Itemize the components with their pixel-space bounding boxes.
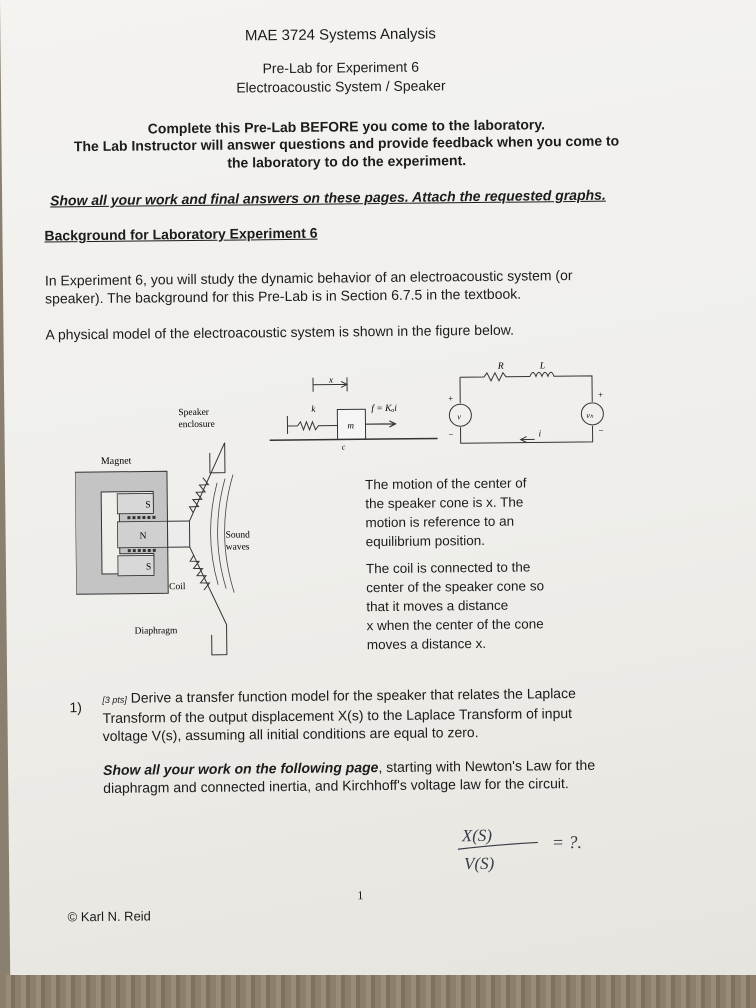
mechanical-model <box>269 370 440 452</box>
motion-line-4: equilibrium position. <box>365 532 486 550</box>
intro-line-2: speaker). The background for this Pre-Lab is in Section 6.7.5 in the textbook. <box>45 285 522 307</box>
force-arrow <box>365 421 395 427</box>
show-work-rest-2: diaphragm and connected inertia, and Kirchhoff's voltage law for the circuit. <box>103 775 569 796</box>
instruction-line-3: the laboratory to do the experiment. <box>227 152 467 171</box>
background-heading: Background for Laboratory Experiment 6 <box>44 224 318 244</box>
magnet-label: Magnet <box>100 455 132 467</box>
circuit-vb-label: vₕ <box>586 410 594 420</box>
figure-intro: A physical model of the electroacoustic system is shown in the figure below. <box>45 321 515 343</box>
show-work-notice: Show all your work and final answers on these pages. Attach the requested graphs. <box>50 186 606 209</box>
coil-line-3: that it moves a distance <box>366 597 509 615</box>
handwritten-denominator: V(S) <box>463 853 495 874</box>
circuit-r-label: R <box>497 361 504 372</box>
motion-description <box>365 473 586 551</box>
mech-ground <box>270 438 438 440</box>
pole-s-bottom-label: S <box>145 562 152 573</box>
minus-left: − <box>448 429 454 440</box>
spring-top <box>188 478 210 514</box>
circuit-l-label: L <box>539 361 546 372</box>
coil-line-1: The coil is connected to the <box>365 559 531 577</box>
sound-waves-label-2: waves <box>225 542 250 553</box>
background-surface <box>0 975 756 1008</box>
enclosure-label-1: Speaker <box>178 407 209 419</box>
show-work-bold: Show all your work on the following page <box>102 759 379 778</box>
question-number: 1) <box>69 699 82 716</box>
prelab-subtitle: Electroacoustic System / Speaker <box>236 77 446 96</box>
minus-right: − <box>598 425 604 436</box>
handwritten-answer <box>454 811 655 883</box>
handwritten-rhs: = ?. <box>551 831 583 853</box>
question-text <box>102 683 643 745</box>
prelab-title: Pre-Lab for Experiment 6 <box>262 58 420 77</box>
coil-line-5: moves a distance x. <box>366 635 487 653</box>
course-title: MAE 3724 Systems Analysis <box>244 25 436 45</box>
circuit-loop <box>460 372 593 443</box>
sound-waves-label-1: Sound <box>225 530 250 541</box>
question-line-2: Transform of the output displacement X(s) to the Laplace Transform of input <box>102 705 573 726</box>
copyright: © Karl N. Reid <box>67 908 151 925</box>
coil-label: Coil <box>169 582 186 593</box>
plus-left: + <box>448 393 454 404</box>
page-number: 1 <box>357 888 364 903</box>
coil-line-4: x when the center of the cone <box>366 616 544 634</box>
question-line-3: voltage V(s), assuming all initial conditions are equal to zero. <box>102 724 479 744</box>
circuit-v-label: v <box>457 412 461 422</box>
mech-spring <box>287 415 337 434</box>
circuit-diagram <box>444 356 615 453</box>
diaphragm <box>167 521 189 547</box>
question-line-1: Derive a transfer function model for the speaker that relates the Laplace <box>130 685 576 706</box>
intro-line-1: In Experiment 6, you will study the dynamic behavior of an electroacoustic system (or <box>44 267 573 289</box>
mech-m-label: m <box>347 420 355 431</box>
mech-c-label: c <box>341 442 346 452</box>
instruction-line-1: Complete this Pre-Lab BEFORE you come to the laboratory. <box>147 116 546 137</box>
show-work-instruction <box>103 755 653 797</box>
plus-right: + <box>598 389 604 400</box>
diaphragm-label: Diaphragm <box>134 626 178 637</box>
mech-force-label: f = Kₐi <box>371 403 397 415</box>
motion-line-3: motion is reference to an <box>365 513 515 531</box>
handwritten-numerator: X(S) <box>461 825 493 846</box>
enclosure-label-2: enclosure <box>178 419 215 431</box>
mech-k-label: k <box>311 403 316 414</box>
circuit-i-label: i <box>538 428 542 439</box>
coil-line-2: center of the speaker cone so <box>366 578 545 596</box>
motion-line-2: the speaker cone is x. The <box>365 494 524 512</box>
spring-bottom <box>188 554 211 590</box>
pole-s-top-label: S <box>145 500 151 511</box>
pole-n-label: N <box>139 531 147 542</box>
current-arrow <box>521 436 535 442</box>
coil-description <box>366 557 587 654</box>
motion-line-1: The motion of the center of <box>365 475 527 493</box>
speaker-enclosure <box>189 443 227 655</box>
show-work-rest-1: , starting with Newton's Law for the <box>378 756 596 776</box>
resistor <box>460 372 530 381</box>
mech-x-label: x <box>328 374 334 385</box>
question-points: [3 pts] <box>102 694 127 705</box>
instruction-line-2: The Lab Instructor will answer questions and provide feedback when you come to <box>73 132 620 155</box>
